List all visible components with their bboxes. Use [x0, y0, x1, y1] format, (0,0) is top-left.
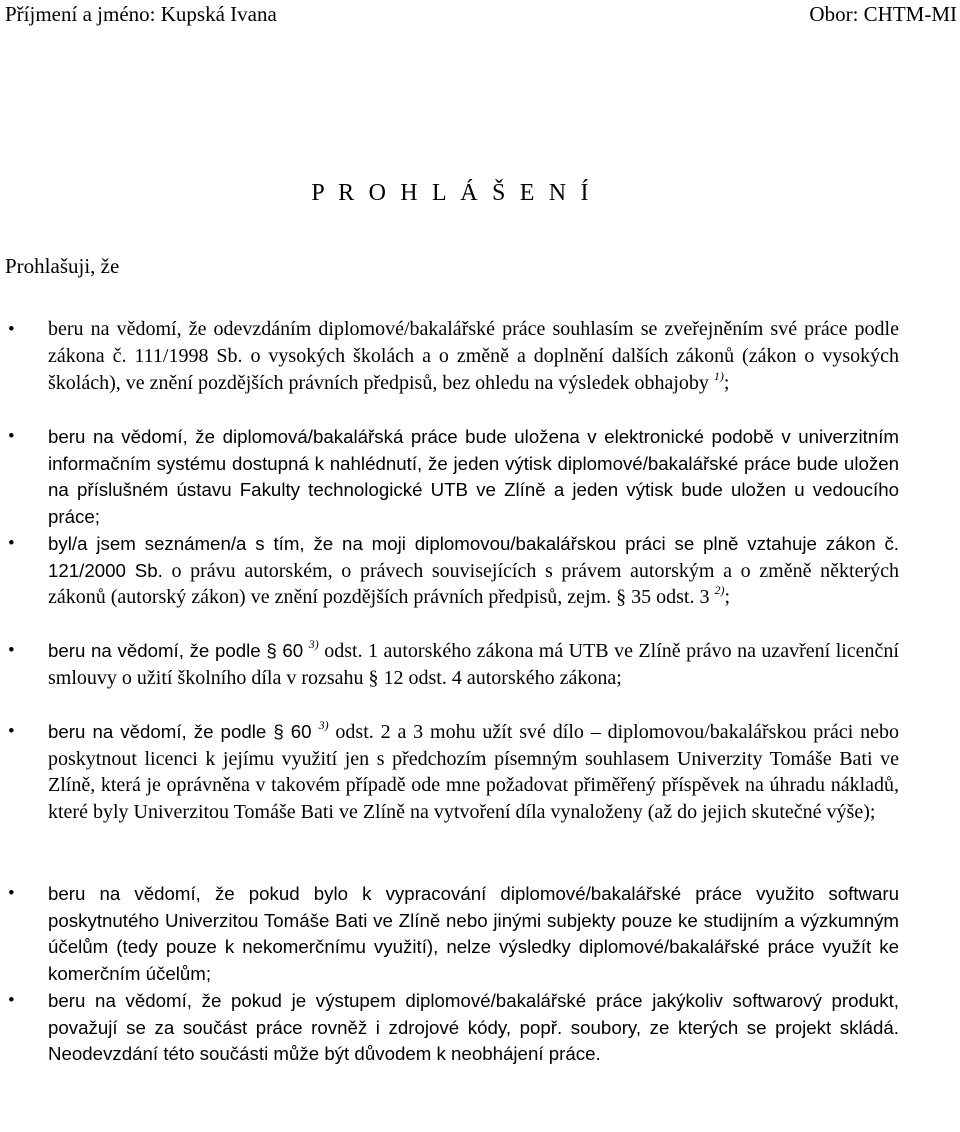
list-item	[0, 719, 899, 881]
bullet-icon: •	[8, 533, 15, 554]
bullet-icon: •	[8, 319, 15, 340]
document-title: P R O H L Á Š E N Í	[311, 180, 593, 206]
bullet-icon: •	[8, 640, 15, 661]
item-text: beru na vědomí, že podle § 60	[48, 640, 309, 661]
item-text: beru na vědomí, že pokud bylo k vypracování diplomové/bakalářské práce využito softwaru poskytnutého Univerzitou Tomáše Bati ve Zlíně nebo jinými subjekty pouze ke studijním a výzkumným účelům (tedy pouze k nekomerčnímu využití), nelze výsledky diplomové/bakalářské práce využít ke komerčním účelům;	[48, 883, 899, 985]
bullet-icon: •	[8, 990, 15, 1011]
footnote-ref: 3)	[308, 637, 319, 651]
list-item	[0, 316, 899, 424]
bullet-icon: •	[8, 426, 15, 447]
student-name-header: Příjmení a jméno: Kupská Ivana	[5, 2, 277, 26]
list-item	[0, 638, 899, 719]
item-text: beru na vědomí, že odevzdáním diplomové/bakalářské práce souhlasím se zveřejněním své práce podle zákona č. 111/1998 Sb. o vysokých školách a o změně a doplnění dalších zákonů (zákon o vysokých školách), ve znění pozdějších právních předpisů, bez ohledu na výsledek obhajoby	[48, 318, 899, 394]
item-text-cont: o právu autorském, o právech souvisejících s právem autorským a o změně některých zákonů (autorský zákon) ve znění pozdějších právních předpisů, zejm. § 35 odst. 3	[48, 559, 899, 609]
declaration-list	[0, 316, 960, 1095]
item-text-end: ;	[724, 586, 731, 609]
list-item	[0, 424, 899, 531]
field-of-study-header: Obor: CHTM-MI	[809, 2, 957, 26]
bullet-icon: •	[8, 883, 15, 904]
footnote-ref: 2)	[714, 583, 725, 598]
item-text: beru na vědomí, že diplomová/bakalářská práce bude uložena v elektronické podobě v univerzitním informačním systému dostupná k nahlédnutí, že jeden výtisk diplomové/bakalářské práce bude uložen na příslušném ústavu Fakulty technologické UTB ve Zlíně a jeden výtisk bude uložen u vedoucího práce;	[48, 426, 899, 528]
footnote-ref: 1)	[713, 369, 724, 383]
intro-text: Prohlašuji, že	[5, 254, 120, 278]
footnote-ref: 3)	[318, 718, 329, 732]
list-item	[0, 881, 899, 988]
item-text: beru na vědomí, že pokud je výstupem diplomové/bakalářské práce jakýkoliv softwarový produkt, považují se za součást práce rovněž i zdrojové kódy, popř. soubory, ze kterých se projekt skládá. Neodevzdání této součásti může být důvodem k neobhájení práce.	[48, 990, 899, 1065]
item-text-end: ;	[723, 372, 730, 394]
bullet-icon: •	[8, 721, 15, 742]
item-text: byl/a jsem seznámen/a s tím, že na moji diplomovou/bakalářskou práci se plně vztahuje zákon č. 121/2000 Sb.	[48, 533, 899, 581]
item-text-cont: odst. 2 a 3 mohu užít své dílo – diplomovou/bakalářskou práci nebo poskytnout licenci k jejímu využití jen s předchozím písemným souhlasem Univerzity Tomáše Bati ve Zlíně, která je oprávněna v takovém případě ode mne požadovat přiměřený příspěvek na úhradu nákladů, které byly Univerzitou Tomáše Bati ve Zlíně na vytvoření díla vynaloženy (až do jejich skutečné výše);	[48, 721, 899, 824]
item-text: beru na vědomí, že podle § 60	[48, 721, 319, 742]
list-item	[0, 988, 899, 1095]
item-text-cont: odst. 1 autorského zákona má UTB ve Zlíně právo na uzavření licenční smlouvy o užití školního díla v rozsahu § 12 odst. 4 autorského zákona;	[48, 640, 899, 689]
list-item	[0, 531, 899, 638]
